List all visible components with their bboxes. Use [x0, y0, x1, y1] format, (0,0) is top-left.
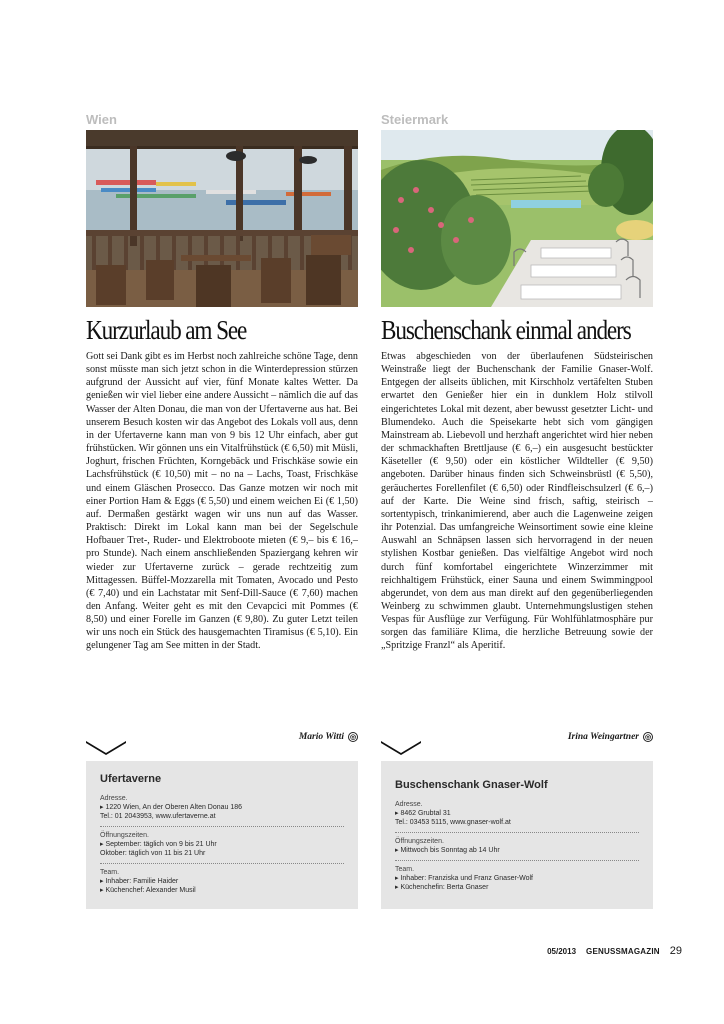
team-label: Team. [395, 866, 415, 873]
address-line: ▸ 1220 Wien, An der Oberen Alten Donau 186 [100, 804, 243, 811]
info-box-ufertaverne [86, 761, 358, 909]
info-box-title: Buschenschank Gnaser-Wolf [395, 779, 548, 791]
divider [100, 863, 344, 864]
hours-line: ▸ Mittwoch bis Sonntag ab 14 Uhr [395, 847, 500, 854]
team-line: ▸ Küchenchef: Alexander Musil [100, 887, 196, 894]
info-box-gnaser-wolf [381, 761, 653, 909]
author-byline [381, 732, 653, 742]
article-wien [86, 112, 358, 742]
divider [395, 860, 639, 861]
hours-line: ▸ September: täglich von 9 bis 21 Uhr [100, 841, 217, 848]
hours-line: Oktober: täglich von 11 bis 21 Uhr [100, 850, 206, 857]
region-label: Steiermark [381, 112, 449, 127]
issue-number: 05/2013 [547, 947, 577, 956]
contact-line: Tel.: 03453 5115, www.gnaser-wolf.at [395, 819, 511, 826]
page-footer [547, 945, 682, 957]
chevron-down-icon [381, 741, 421, 755]
team-line: ▸ Küchenchefin: Berta Gnaser [395, 884, 489, 891]
team-label: Team. [100, 869, 120, 876]
address-label: Adresse. [100, 795, 128, 802]
info-box-title: Ufertaverne [100, 773, 162, 785]
lake-terrace-photo [86, 130, 358, 307]
vineyard-garden-photo [381, 130, 653, 307]
divider [395, 832, 639, 833]
team-line: ▸ Inhaber: Familie Haider [100, 878, 179, 885]
article-body: Gott sei Dank gibt es im Herbst noch zahlreiche schöne Tage, denn sonst müsste man sich jetzt schon in die Winterdepression stürzen aufgrund der Aussicht auf vier, fünf Monate kaltes Wetter. Da genießen wir viel lieber eine andere Aussicht – nämlich die auf das Wasser der Alten Donau, die man von der Ufertaverne aus hat. Bei unserem Besuch kosten wir das Angebot des Lokals voll aus, denn in der Ufertaverne kann man von 9 bis 12 Uhr einfach, aber gut frühstücken. Wir gönnen uns ein Vitalfrühstück (€ 6,50) mit Müsli, Joghurt, frischen Früchten, Korngebäck und Frischkäse sowie ein Lachsfrühstück (€ 10,50) mit – no na – Lachs, Toast, Frischkäse und einem Gläschen Prosecco. Das Ganze motzen wir noch mit einer Portion Ham & Eggs (€ 5,50) und einem weichen Ei (€ 1,50) auf. Dermaßen gestärkt wagen wir uns nun auf das Wasser. Praktisch: Direkt im Lokal kann man bei der Segelschule Hofbauer Tret-, Ruder- und Elektroboote mieten (€ 9,– bis € 16,– pro Stunde). Nach einem anschließenden Spaziergang kehren wir wieder zur Ufertaverne zurück – gerade rechtzeitig zum Mittagessen. Büffel-Mozzarella mit Tomaten, Avocado und Pesto (€ 7,40) und ein Lachstatar mit Senf-Dill-Sauce (€ 7,60) machen den Anfang. Weiter geht es mit den Cevapcici mit Pommes (€ 8,50) und einer Forelle im Ganzen (€ 9,80). Zu guter Letzt teilen wir uns noch ein Stück des hausgemachten Tiramisus (€ 5,10). Ein gelungener Tag am See mitten in der Stadt. [86, 351, 358, 652]
author-mark-icon: ◎ [644, 733, 652, 741]
address-label: Adresse. [395, 801, 423, 808]
hours-label: Öffnungszeiten. [100, 832, 149, 839]
contact-line: Tel.: 01 2043953, www.ufertaverne.at [100, 813, 216, 820]
hours-label: Öffnungszeiten. [395, 838, 444, 845]
page-number: 29 [669, 945, 682, 957]
team-line: ▸ Inhaber: Franziska und Franz Gnaser-Wolf [395, 875, 533, 882]
headline: Kurzurlaub am See [86, 315, 247, 345]
author-name: Mario Witti [298, 732, 344, 743]
article-steiermark [381, 112, 653, 742]
chevron-down-icon [86, 741, 126, 755]
article-body: Etwas abgeschieden von der überlaufenen Südsteirischen Weinstraße liegt der Buchenschank der Familie Gnaser-Wolf. Entgegen der allseits üblichen, mit Kirschholz vertäfelten Stuben erwartet den Genießer hier ein in dunklem Holz stilvoll eingerichtetes Lokal mit dezent, aber bewusst gesetzter Licht- und Blumendeko. Auch die Speisekarte hebt sich vom gängigen Mainstream ab. Liebevoll und herzhaft angerichtet wird hier neben der schmackhaften Brettljause (€ 6,–) ein ausgesucht bestückter Käseteller (€ 9,50) oder ein köstlicher Wildteller (€ 9,50) angeboten. Darüber hinaus finden sich Schweinsbrüstl (€ 5,50), geräuchertes Forellenfilet (€ 6,50) oder Rindfleischsulzerl (€ 6,–) auf der Karte. Die Weine sind frisch, saftig, steirisch – sortentypisch, trinkanimierend, aber auch die Lagenweine zeigen ihr Potenzial. Das umfangreiche Weinsortiment sowie eine kleine Auswahl an Schnäpsen lassen sich hervorragend in der neuen stylishen Kostbar genießen. Das vielfältige Angebot wird noch durch fünf komfortabel eingerichtete Winzerzimmer mit reichhaltigem Frühstück, einer Sauna und einem Swimmingpool abgerundet, von dem aus man direkt auf den gegenüberliegenden Weinberg zu schwimmen glaubt. Unternehmungslustigen stehen Vespas für Ausflüge zur Verfügung. Für Wohlfühlatmosphäre pur sorgen das familiäre Klima, die herzliche Betreuung sowie der „Spritzige Franzl“ als Aperitif. [381, 351, 653, 652]
region-label: Wien [86, 112, 117, 127]
author-mark-icon: ◎ [349, 733, 357, 741]
author-name: Irina Weingartner [567, 732, 639, 743]
headline: Buschenschank einmal anders [381, 315, 631, 345]
divider [100, 826, 344, 827]
author-byline [86, 732, 358, 742]
address-line: ▸ 8462 Grubtal 31 [395, 810, 451, 817]
magazine-name: GENUSSMAGAZIN [586, 947, 660, 956]
